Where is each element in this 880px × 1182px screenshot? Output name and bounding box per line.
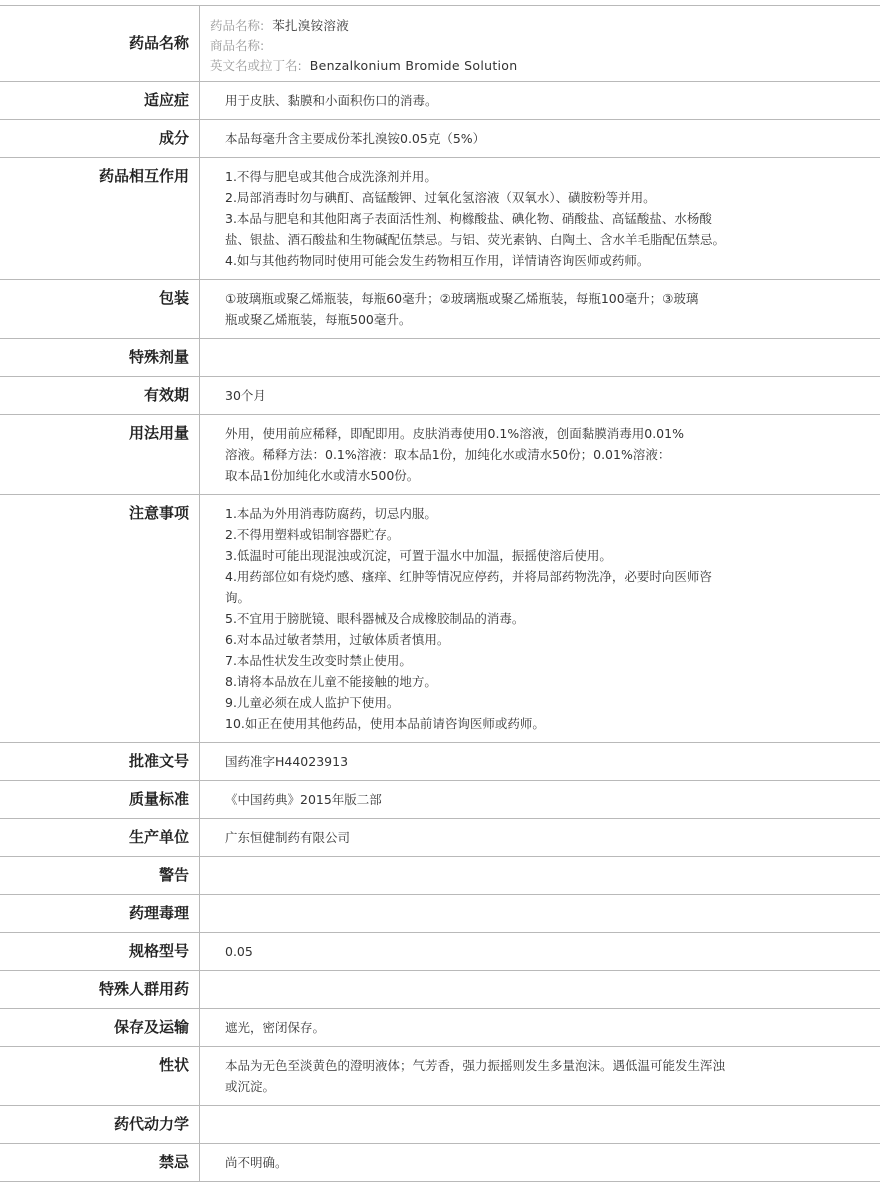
row-drug-name <box>0 5 880 81</box>
field-key: 商品名称: <box>210 38 265 53</box>
value-line: 8.请将本品放在儿童不能接触的地方。 <box>225 674 437 689</box>
row-properties <box>0 1046 880 1105</box>
row-package <box>0 279 880 338</box>
row-value <box>200 415 880 494</box>
value-line: 6.对本品过敏者禁用，过敏体质者慎用。 <box>225 632 450 647</box>
row-label: 质量标准 <box>0 781 200 818</box>
row-label: 成分 <box>0 120 200 157</box>
value-line: 《中国药典》2015年版二部 <box>225 792 382 807</box>
row-label: 保存及运输 <box>0 1009 200 1046</box>
name-fields <box>200 6 880 81</box>
row-value <box>200 280 880 338</box>
value-line: 本品每毫升含主要成份苯扎溴铵0.05克（5%） <box>225 131 486 146</box>
row-value <box>200 1106 880 1143</box>
drug-info-table <box>0 5 880 1182</box>
row-label: 特殊人群用药 <box>0 971 200 1008</box>
value-line: 2.局部消毒时勿与碘酊、高锰酸钾、过氧化氢溶液（双氧水）、磺胺粉等并用。 <box>225 190 656 205</box>
row-label: 包装 <box>0 280 200 338</box>
value-line: 1.本品为外用消毒防腐药，切忌内服。 <box>225 506 437 521</box>
row-value <box>200 158 880 279</box>
value-line: 或沉淀。 <box>225 1079 276 1094</box>
row-value <box>200 1144 880 1181</box>
row-label: 药理毒理 <box>0 895 200 932</box>
row-value <box>200 339 880 376</box>
value-line: 尚不明确。 <box>225 1155 288 1170</box>
row-special-dosage <box>0 338 880 376</box>
row-value <box>200 743 880 780</box>
value-line: 0.05 <box>225 944 253 959</box>
value-line: 遮光，密闭保存。 <box>225 1020 326 1035</box>
row-value <box>200 819 880 856</box>
row-composition <box>0 119 880 157</box>
row-validity <box>0 376 880 414</box>
generic-name-value: 苯扎溴铵溶液 <box>272 18 350 33</box>
row-standard <box>0 780 880 818</box>
row-value <box>200 933 880 970</box>
value-line: 3.低温时可能出现混浊或沉淀，可置于温水中加温，振摇使溶后使用。 <box>225 548 612 563</box>
value-line: 询。 <box>225 590 251 605</box>
row-value <box>200 495 880 742</box>
value-line: 溶液。稀释方法：0.1%溶液：取本品1份，加纯化水或清水50份；0.01%溶液： <box>225 447 671 462</box>
row-label: 注意事项 <box>0 495 200 742</box>
field-key: 英文名或拉丁名: <box>210 58 302 73</box>
row-value <box>200 377 880 414</box>
value-line: 5.不宜用于膀胱镜、眼科器械及合成橡胶制品的消毒。 <box>225 611 525 626</box>
row-approval <box>0 742 880 780</box>
row-label: 批准文号 <box>0 743 200 780</box>
row-precautions <box>0 494 880 742</box>
row-label: 适应症 <box>0 82 200 119</box>
value-line: ①玻璃瓶或聚乙烯瓶装，每瓶60毫升；②玻璃瓶或聚乙烯瓶装，每瓶100毫升；③玻璃 <box>225 291 699 306</box>
generic-name-line <box>210 16 790 36</box>
row-label: 用法用量 <box>0 415 200 494</box>
value-line: 2.不得用塑料或铝制容器贮存。 <box>225 527 400 542</box>
row-value <box>200 971 880 1008</box>
value-line: 外用，使用前应稀释，即配即用。皮肤消毒使用0.1%溶液，创面黏膜消毒用0.01% <box>225 426 684 441</box>
row-pharmacology <box>0 894 880 932</box>
row-label: 有效期 <box>0 377 200 414</box>
english-name-value: Benzalkonium Bromide Solution <box>309 58 518 73</box>
row-specification <box>0 932 880 970</box>
row-value <box>200 1047 880 1105</box>
row-interactions <box>0 157 880 279</box>
value-line: 取本品1份加纯化水或清水500份。 <box>225 468 420 483</box>
value-line: 用于皮肤、黏膜和小面积伤口的消毒。 <box>225 93 438 108</box>
field-key: 药品名称: <box>210 18 265 33</box>
row-manufacturer <box>0 818 880 856</box>
row-contraindications <box>0 1143 880 1182</box>
row-value <box>200 895 880 932</box>
row-label: 药代动力学 <box>0 1106 200 1143</box>
value-line: 盐、银盐、酒石酸盐和生物碱配伍禁忌。与铝、荧光素钠、白陶土、含水羊毛脂配伍禁忌。 <box>225 232 726 247</box>
row-indications <box>0 81 880 119</box>
value-line: 7.本品性状发生改变时禁止使用。 <box>225 653 412 668</box>
row-special-population <box>0 970 880 1008</box>
english-name-line <box>210 56 790 76</box>
value-line: 3.本品与肥皂和其他阳离子表面活性剂、枸橼酸盐、碘化物、硝酸盐、高锰酸盐、水杨酸 <box>225 211 712 226</box>
row-storage <box>0 1008 880 1046</box>
row-label: 特殊剂量 <box>0 339 200 376</box>
row-value <box>200 82 880 119</box>
value-line: 广东恒健制药有限公司 <box>225 830 351 845</box>
row-label: 禁忌 <box>0 1144 200 1181</box>
value-line: 国药准字H44023913 <box>225 754 349 769</box>
value-line: 10.如正在使用其他药品，使用本品前请咨询医师或药师。 <box>225 716 545 731</box>
value-line: 瓶或聚乙烯瓶装，每瓶500毫升。 <box>225 312 412 327</box>
value-line: 30个月 <box>225 388 266 403</box>
row-warning <box>0 856 880 894</box>
row-value <box>200 120 880 157</box>
row-value <box>200 1009 880 1046</box>
value-line: 本品为无色至淡黄色的澄明液体；气芳香，强力振摇则发生多量泡沫。遇低温可能发生浑浊 <box>225 1058 726 1073</box>
row-label: 药品名称 <box>0 6 200 81</box>
row-label: 性状 <box>0 1047 200 1105</box>
row-value <box>200 857 880 894</box>
row-usage <box>0 414 880 494</box>
row-label: 药品相互作用 <box>0 158 200 279</box>
row-label: 警告 <box>0 857 200 894</box>
trade-name-line <box>210 36 790 56</box>
row-pharmacokinetics <box>0 1105 880 1143</box>
row-label: 生产单位 <box>0 819 200 856</box>
value-line: 4.用药部位如有烧灼感、瘙痒、红肿等情况应停药，并将局部药物洗净，必要时向医师咨 <box>225 569 712 584</box>
value-line: 4.如与其他药物同时使用可能会发生药物相互作用，详情请咨询医师或药师。 <box>225 253 650 268</box>
value-line: 9.儿童必须在成人监护下使用。 <box>225 695 400 710</box>
row-label: 规格型号 <box>0 933 200 970</box>
row-value <box>200 781 880 818</box>
value-line: 1.不得与肥皂或其他合成洗涤剂并用。 <box>225 169 437 184</box>
